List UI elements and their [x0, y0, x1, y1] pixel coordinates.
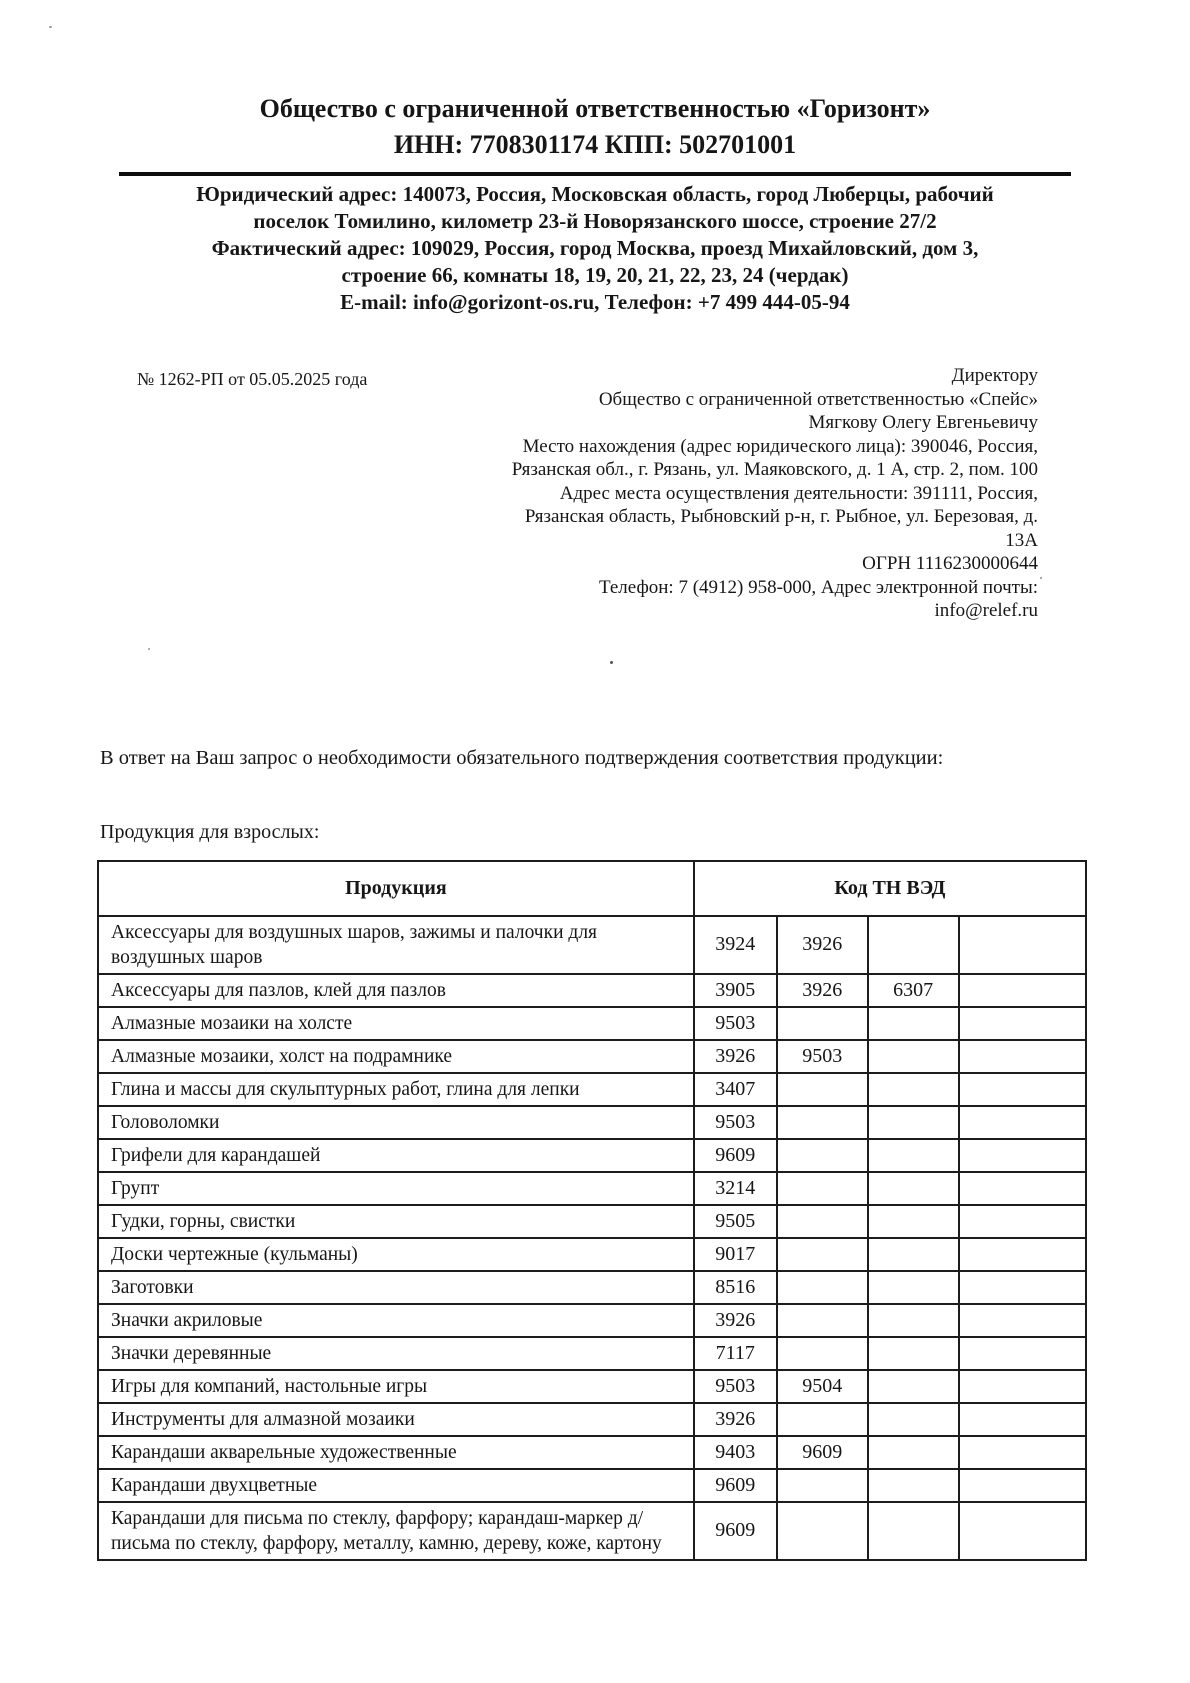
recipient-line: Рязанская область, Рыбновский р-н, г. Рыбное, ул. Березовая, д.	[524, 506, 1038, 527]
recipient-line: Рязанская обл., г. Рязань, ул. Маяковского, д. 1 А, стр. 2, пом. 100	[511, 459, 1038, 480]
product-table-body	[98, 916, 1086, 1560]
tnved-code-cell: 9503	[777, 1040, 868, 1073]
table-row	[98, 916, 1086, 974]
tnved-code-column-header: Код ТН ВЭД	[694, 861, 1086, 916]
tnved-code-cell: 3926	[777, 916, 868, 974]
tnved-code-cell: 3905	[694, 974, 777, 1007]
tnved-code-cell	[868, 1238, 959, 1271]
table-row	[98, 1502, 1086, 1560]
tnved-code-cell	[777, 1469, 868, 1502]
tnved-code-cell	[777, 1139, 868, 1172]
tnved-code-cell	[959, 1370, 1086, 1403]
tnved-code-cell: 9505	[694, 1205, 777, 1238]
tnved-code-cell	[777, 1205, 868, 1238]
scan-speck	[1040, 577, 1042, 579]
table-row	[98, 1040, 1086, 1073]
table-row	[98, 1403, 1086, 1436]
letterhead	[0, 0, 1190, 316]
table-row	[98, 1370, 1086, 1403]
product-name-cell: Глина и массы для скульптурных работ, глина для лепки	[98, 1073, 694, 1106]
recipient-line: Общество с ограниченной ответственностью «Спейс»	[598, 388, 1038, 410]
table-row	[98, 1007, 1086, 1040]
tnved-code-cell	[868, 1337, 959, 1370]
scan-speck	[610, 661, 613, 664]
product-name-cell: Инструменты для алмазной мозаики	[98, 1403, 694, 1436]
product-name-cell: Групт	[98, 1172, 694, 1205]
table-row	[98, 1238, 1086, 1271]
tnved-code-cell: 3926	[694, 1403, 777, 1436]
product-name-cell: Аксессуары для воздушных шаров, зажимы и палочки для воздушных шаров	[98, 916, 694, 974]
tnved-code-cell	[959, 1337, 1086, 1370]
recipient-block	[512, 364, 1038, 623]
tnved-code-cell	[777, 1106, 868, 1139]
tnved-code-cell	[868, 1436, 959, 1469]
recipient-line: Место нахождения (адрес юридического лица): 390046, Россия,	[522, 435, 1038, 457]
product-name-cell: Доски чертежные (кульманы)	[98, 1238, 694, 1271]
product-column-header: Продукция	[98, 861, 694, 916]
table-row	[98, 1172, 1086, 1205]
tnved-code-cell	[777, 1172, 868, 1205]
tnved-code-cell	[959, 1172, 1086, 1205]
tnved-code-cell: 9503	[694, 1370, 777, 1403]
table-header-row	[98, 861, 1086, 916]
tnved-code-cell: 7117	[694, 1337, 777, 1370]
product-name-cell: Карандаши для письма по стеклу, фарфору; карандаш-маркер д/письма по стеклу, фарфору, металлу, камню, дереву, коже, картону	[98, 1502, 694, 1560]
tnved-code-cell	[959, 1073, 1086, 1106]
scan-speck	[49, 26, 52, 28]
tnved-code-cell	[868, 1271, 959, 1304]
company-name: Общество с ограниченной ответственностью «Горизонт»	[259, 94, 931, 123]
recipient-line: Адрес места осуществления деятельности: 391111, Россия,	[559, 482, 1038, 504]
letterhead-address	[119, 181, 1071, 316]
product-name-cell: Головоломки	[98, 1106, 694, 1139]
tnved-code-cell: 9609	[694, 1502, 777, 1560]
tnved-code-cell	[777, 1502, 868, 1560]
tnved-code-cell: 8516	[694, 1271, 777, 1304]
tnved-code-cell	[959, 1469, 1086, 1502]
tnved-code-cell: 3926	[777, 974, 868, 1007]
address-line: строение 66, комнаты 18, 19, 20, 21, 22, 23, 24 (чердак)	[341, 263, 849, 287]
tnved-code-cell	[959, 1007, 1086, 1040]
recipient-line: Директору	[951, 365, 1038, 386]
tnved-code-cell	[959, 1040, 1086, 1073]
tnved-code-cell	[777, 1337, 868, 1370]
address-line: поселок Томилино, километр 23-й Новорязанского шоссе, строение 27/2	[253, 209, 937, 233]
tnved-code-cell: 6307	[868, 974, 959, 1007]
intro-paragraph: В ответ на Ваш запрос о необходимости обязательного подтверждения соответствия продукции:	[100, 746, 944, 769]
tnved-code-cell	[868, 1403, 959, 1436]
product-name-cell: Аксессуары для пазлов, клей для пазлов	[98, 974, 694, 1007]
recipient-line: Телефон: 7 (4912) 958-000, Адрес электронной почты:	[598, 576, 1038, 598]
recipient-line: Мягкову Олегу Евгеньевичу	[808, 412, 1038, 433]
product-name-cell: Значки деревянные	[98, 1337, 694, 1370]
product-name-cell: Гудки, горны, свистки	[98, 1205, 694, 1238]
tnved-code-cell: 9609	[694, 1139, 777, 1172]
tnved-code-cell	[777, 1238, 868, 1271]
recipient-line: info@relef.ru	[934, 600, 1038, 621]
tnved-code-cell: 9609	[777, 1436, 868, 1469]
address-line: E-mail: info@gorizont-os.ru, Телефон: +7 499 444-05-94	[340, 290, 850, 314]
product-name-cell: Алмазные мозаики на холсте	[98, 1007, 694, 1040]
product-name-cell: Карандаши акварельные художественные	[98, 1436, 694, 1469]
tnved-code-cell: 9017	[694, 1238, 777, 1271]
tnved-code-cell	[959, 1436, 1086, 1469]
table-row	[98, 1337, 1086, 1370]
recipient-line: 13А	[1005, 529, 1038, 551]
tnved-code-cell: 3214	[694, 1172, 777, 1205]
tnved-code-cell: 9503	[694, 1106, 777, 1139]
tnved-code-cell	[959, 1238, 1086, 1271]
address-line: Фактический адрес: 109029, Россия, город Москва, проезд Михайловский, дом 3,	[211, 236, 979, 260]
tnved-code-cell	[959, 1106, 1086, 1139]
tnved-code-cell: 3407	[694, 1073, 777, 1106]
tnved-code-cell	[868, 1502, 959, 1560]
tnved-code-cell	[868, 1106, 959, 1139]
products-table	[97, 860, 1087, 1561]
address-line: Юридический адрес: 140073, Россия, Московская область, город Люберцы, рабочий	[196, 182, 994, 206]
tnved-code-cell	[777, 1073, 868, 1106]
tnved-code-cell	[868, 1304, 959, 1337]
tnved-code-cell	[868, 1073, 959, 1106]
scan-speck	[148, 648, 150, 650]
tnved-code-cell	[868, 916, 959, 974]
tnved-code-cell	[959, 1139, 1086, 1172]
tnved-code-cell: 9403	[694, 1436, 777, 1469]
tnved-code-cell	[868, 1007, 959, 1040]
tnved-code-cell	[777, 1304, 868, 1337]
table-row	[98, 1436, 1086, 1469]
tnved-code-cell	[959, 1271, 1086, 1304]
product-name-cell: Игры для компаний, настольные игры	[98, 1370, 694, 1403]
table-row	[98, 1304, 1086, 1337]
tnved-code-cell	[959, 1205, 1086, 1238]
tnved-code-cell: 9609	[694, 1469, 777, 1502]
tnved-code-cell	[959, 916, 1086, 974]
letterhead-divider	[119, 172, 1071, 176]
tnved-code-cell: 9503	[694, 1007, 777, 1040]
product-name-cell: Грифели для карандашей	[98, 1139, 694, 1172]
tnved-code-cell	[868, 1139, 959, 1172]
table-row	[98, 1073, 1086, 1106]
inn-kpp-line: ИНН: 7708301174 КПП: 502701001	[393, 130, 797, 159]
tnved-code-cell: 3924	[694, 916, 777, 974]
tnved-code-cell	[777, 1403, 868, 1436]
recipient-line: ОГРН 1116230000644	[862, 553, 1038, 574]
tnved-code-cell: 3926	[694, 1304, 777, 1337]
tnved-code-cell	[959, 1502, 1086, 1560]
product-name-cell: Заготовки	[98, 1271, 694, 1304]
tnved-code-cell	[959, 1304, 1086, 1337]
reference-recipient-row	[0, 364, 1190, 623]
tnved-code-cell: 3926	[694, 1040, 777, 1073]
tnved-code-cell	[868, 1172, 959, 1205]
product-name-cell: Карандаши двухцветные	[98, 1469, 694, 1502]
table-row	[98, 1106, 1086, 1139]
product-name-cell: Значки акриловые	[98, 1304, 694, 1337]
tnved-code-cell	[777, 1007, 868, 1040]
section-label: Продукция для взрослых:	[100, 820, 320, 843]
table-row	[98, 1205, 1086, 1238]
table-row	[98, 1469, 1086, 1502]
tnved-code-cell	[959, 1403, 1086, 1436]
tnved-code-cell: 9504	[777, 1370, 868, 1403]
tnved-code-cell	[868, 1205, 959, 1238]
table-row	[98, 1271, 1086, 1304]
tnved-code-cell	[959, 974, 1086, 1007]
tnved-code-cell	[868, 1469, 959, 1502]
product-name-cell: Алмазные мозаики, холст на подрамнике	[98, 1040, 694, 1073]
letter-number-date: № 1262-РП от 05.05.2025 года	[137, 369, 368, 389]
tnved-code-cell	[868, 1370, 959, 1403]
table-row	[98, 1139, 1086, 1172]
tnved-code-cell	[777, 1271, 868, 1304]
tnved-code-cell	[868, 1040, 959, 1073]
table-row	[98, 974, 1086, 1007]
